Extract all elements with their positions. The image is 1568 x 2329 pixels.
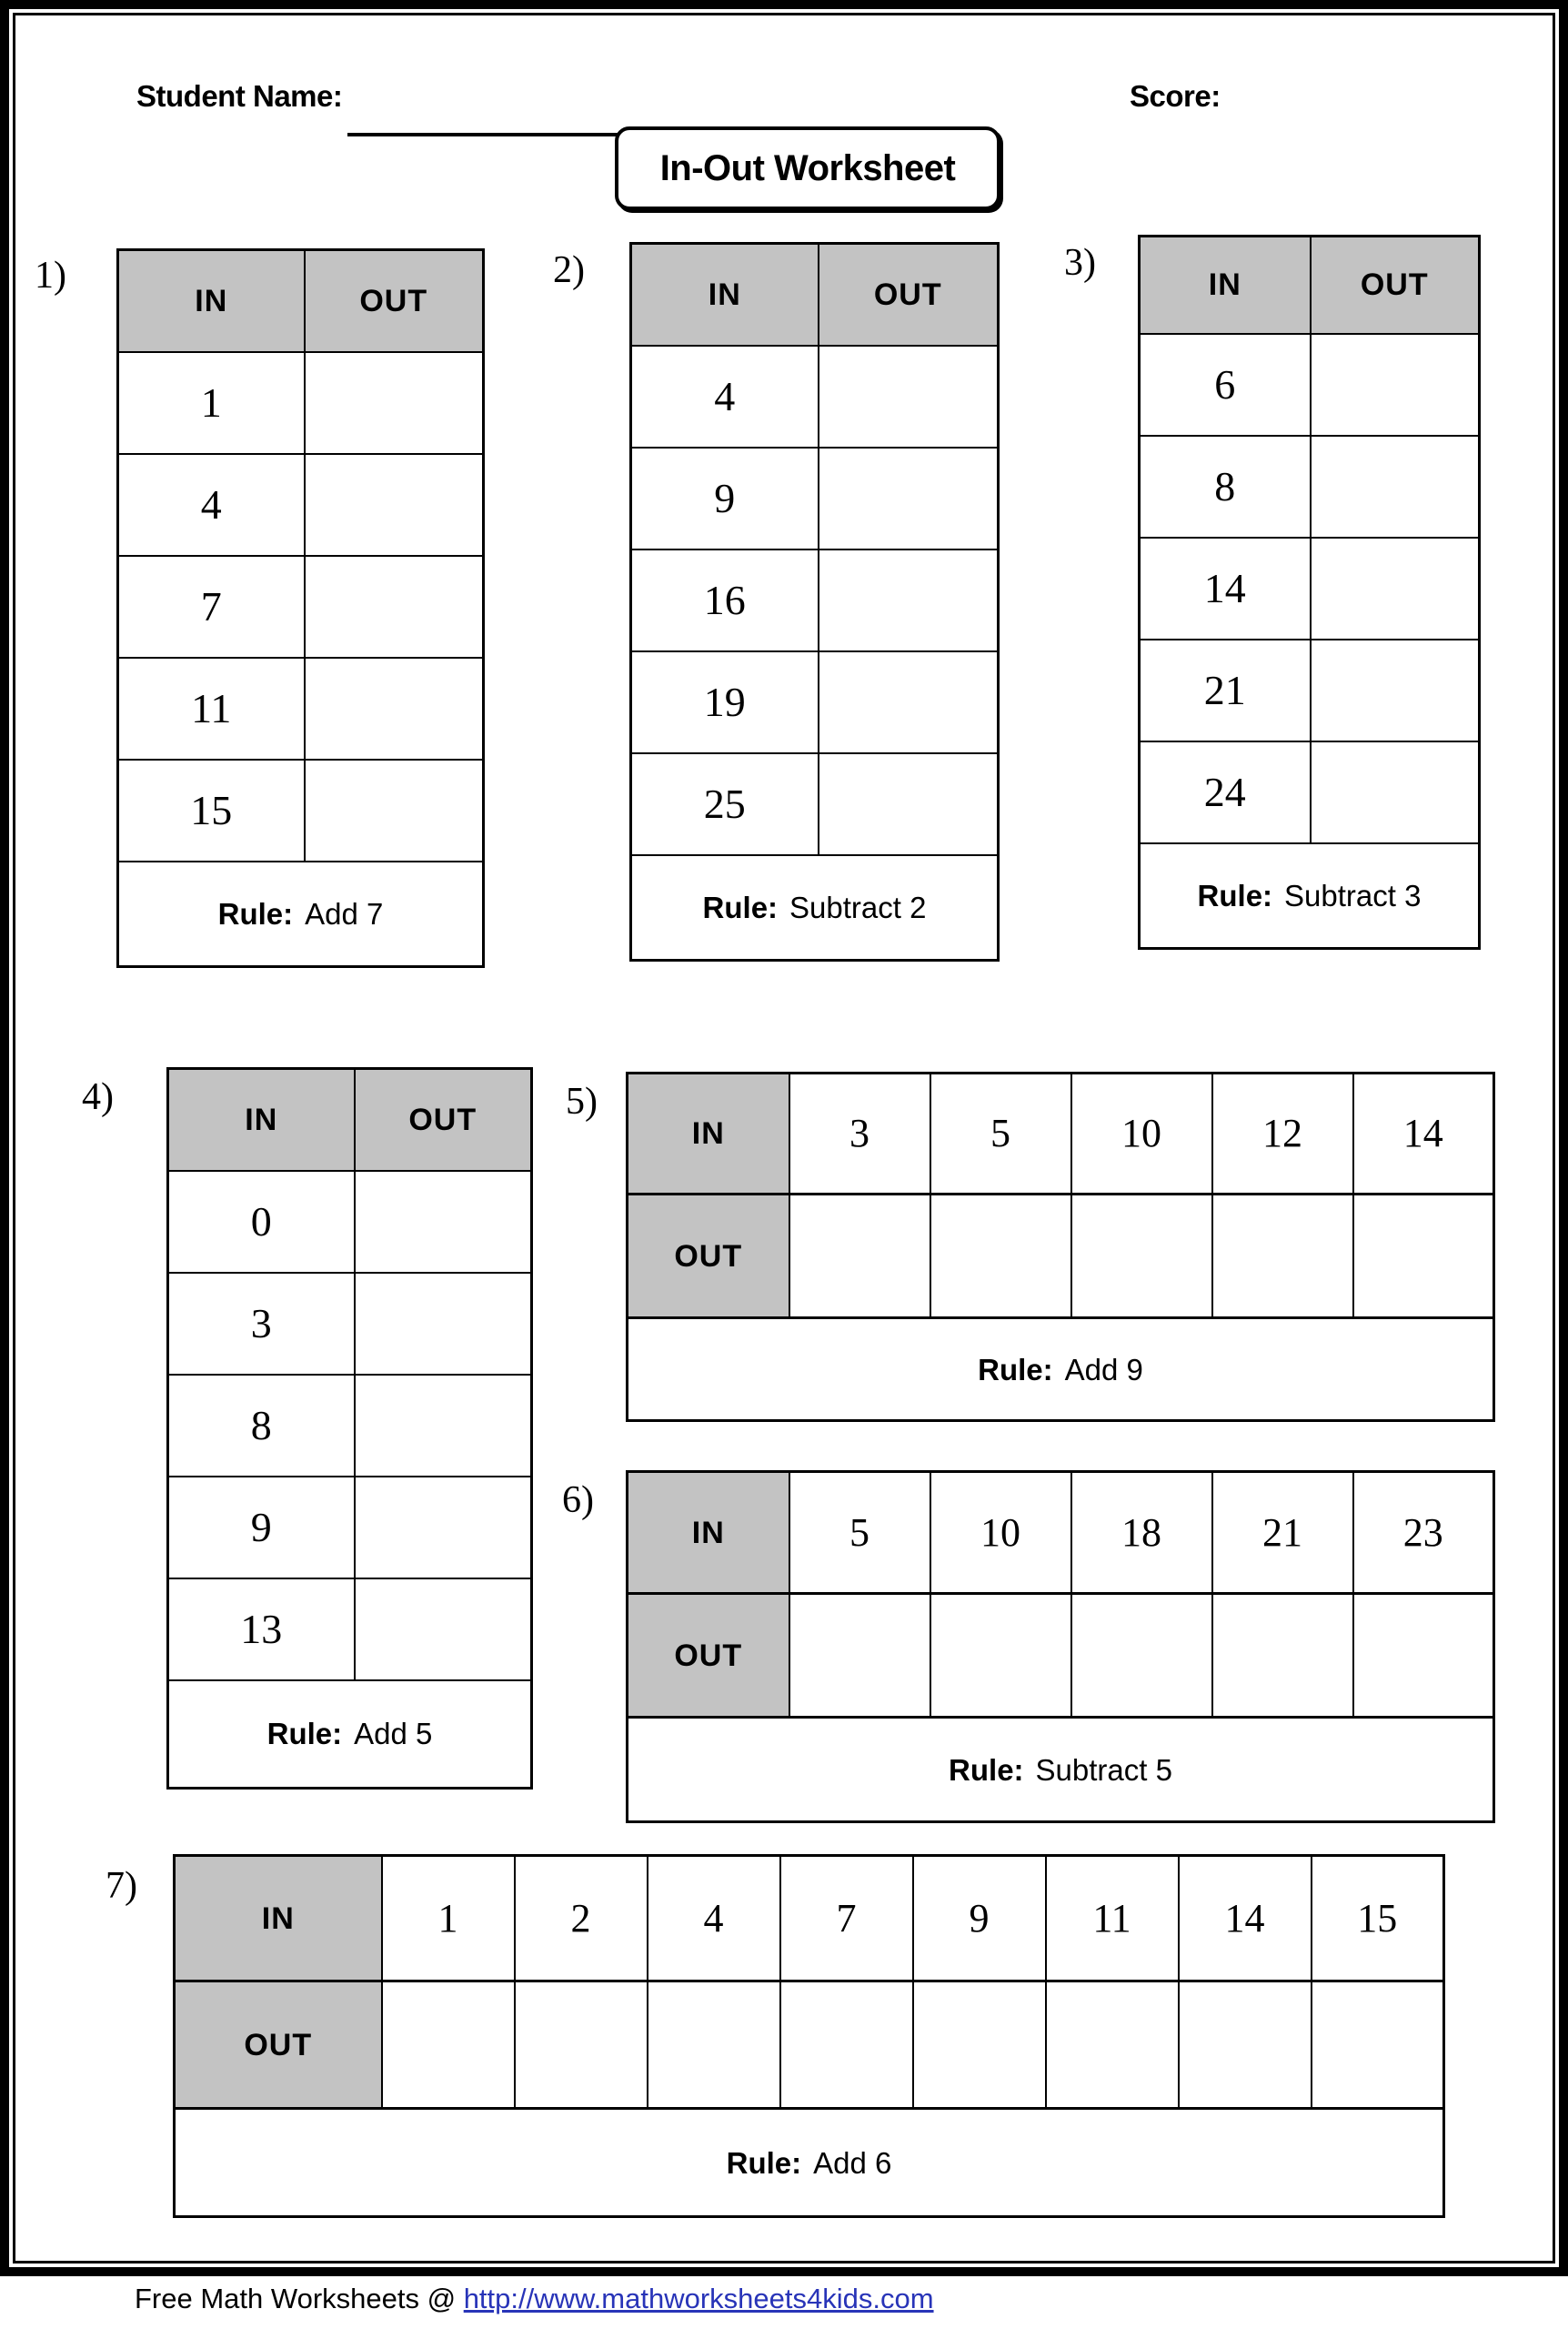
in-out-table <box>629 242 1000 962</box>
out-row <box>628 1594 1494 1718</box>
rule-text: Subtract 2 <box>789 890 927 924</box>
in-out-table <box>1138 235 1481 950</box>
out-answer-cell[interactable] <box>1311 741 1480 843</box>
problem-number: 1) <box>35 255 66 297</box>
in-value-cell: 4 <box>648 1856 780 1981</box>
out-answer-cell[interactable] <box>382 1981 515 2109</box>
out-row <box>175 1981 1444 2109</box>
in-value-cell: 4 <box>631 346 819 448</box>
out-answer-cell[interactable] <box>355 1578 532 1680</box>
header-row <box>168 1069 532 1171</box>
table-row <box>118 658 484 760</box>
out-answer-cell[interactable] <box>789 1594 930 1718</box>
out-header-cell: OUT <box>305 250 484 352</box>
out-answer-cell[interactable] <box>305 454 484 556</box>
problem-number: 3) <box>1064 242 1096 284</box>
in-value-cell: 10 <box>1071 1074 1212 1195</box>
in-row <box>628 1074 1494 1195</box>
in-header-cell: IN <box>175 1856 382 1981</box>
out-answer-cell[interactable] <box>305 760 484 862</box>
worksheet-title-box <box>615 126 1000 210</box>
table-row <box>168 1171 532 1273</box>
in-value-cell: 3 <box>789 1074 930 1195</box>
out-answer-cell[interactable] <box>355 1375 532 1477</box>
rule-cell <box>631 855 999 961</box>
rule-row <box>175 2109 1444 2217</box>
in-header-cell: IN <box>118 250 305 352</box>
table-row <box>118 760 484 862</box>
out-answer-cell[interactable] <box>1071 1195 1212 1318</box>
rule-cell <box>1140 843 1480 949</box>
table-row <box>631 448 999 549</box>
in-value-cell: 1 <box>118 352 305 454</box>
table-row <box>1140 436 1480 538</box>
out-answer-cell[interactable] <box>789 1195 930 1318</box>
in-header-cell: IN <box>168 1069 355 1171</box>
in-value-cell: 14 <box>1179 1856 1312 1981</box>
table-row <box>631 346 999 448</box>
in-value-cell: 14 <box>1140 538 1311 640</box>
table-row <box>118 352 484 454</box>
in-value-cell: 6 <box>1140 334 1311 436</box>
in-out-table <box>166 1067 533 1790</box>
out-answer-cell[interactable] <box>913 1981 1046 2109</box>
out-header-cell: OUT <box>1311 237 1480 334</box>
table-row <box>631 549 999 651</box>
problem-number: 2) <box>553 249 585 291</box>
in-row <box>175 1856 1444 1981</box>
in-value-cell: 0 <box>168 1171 355 1273</box>
in-value-cell: 21 <box>1140 640 1311 741</box>
in-value-cell: 2 <box>515 1856 648 1981</box>
in-value-cell: 10 <box>930 1472 1071 1594</box>
out-answer-cell[interactable] <box>648 1981 780 2109</box>
in-value-cell: 19 <box>631 651 819 753</box>
table-row <box>118 454 484 556</box>
rule-label: Rule: <box>726 2145 802 2180</box>
out-answer-cell[interactable] <box>1311 436 1480 538</box>
out-answer-cell[interactable] <box>819 346 999 448</box>
out-answer-cell[interactable] <box>1353 1594 1494 1718</box>
out-answer-cell[interactable] <box>305 352 484 454</box>
header-row <box>118 250 484 352</box>
in-value-cell: 5 <box>789 1472 930 1594</box>
table-row <box>631 651 999 753</box>
in-value-cell: 5 <box>930 1074 1071 1195</box>
rule-text: Add 5 <box>354 1717 433 1750</box>
in-value-cell: 13 <box>168 1578 355 1680</box>
out-answer-cell[interactable] <box>515 1981 648 2109</box>
out-answer-cell[interactable] <box>930 1594 1071 1718</box>
in-value-cell: 3 <box>168 1273 355 1375</box>
in-value-cell: 16 <box>631 549 819 651</box>
out-answer-cell[interactable] <box>1353 1195 1494 1318</box>
rule-cell <box>628 1318 1494 1421</box>
rule-text: Subtract 3 <box>1284 878 1422 912</box>
in-header-cell: IN <box>1140 237 1311 334</box>
table-row <box>168 1578 532 1680</box>
rule-row <box>631 855 999 961</box>
rule-label: Rule: <box>702 890 779 924</box>
out-answer-cell[interactable] <box>1179 1981 1312 2109</box>
in-value-cell: 9 <box>631 448 819 549</box>
problem-number: 4) <box>82 1076 114 1118</box>
table-row <box>1140 741 1480 843</box>
out-header-cell: OUT <box>355 1069 532 1171</box>
out-answer-cell[interactable] <box>819 651 999 753</box>
in-value-cell: 24 <box>1140 741 1311 843</box>
rule-text: Subtract 5 <box>1035 1752 1172 1787</box>
in-value-cell: 7 <box>780 1856 913 1981</box>
out-answer-cell[interactable] <box>1212 1195 1353 1318</box>
header-row <box>631 244 999 346</box>
in-value-cell: 7 <box>118 556 305 658</box>
in-value-cell: 21 <box>1212 1472 1353 1594</box>
rule-cell <box>168 1680 532 1789</box>
rule-cell <box>628 1718 1494 1822</box>
rule-row <box>628 1318 1494 1421</box>
in-value-cell: 9 <box>168 1477 355 1578</box>
score-label: Score: <box>1130 79 1221 113</box>
in-header-cell: IN <box>628 1472 789 1594</box>
rule-label: Rule: <box>266 1717 343 1750</box>
out-answer-cell[interactable] <box>1312 1981 1444 2109</box>
in-value-cell: 23 <box>1353 1472 1494 1594</box>
in-value-cell: 15 <box>118 760 305 862</box>
rule-text: Add 9 <box>1064 1352 1143 1386</box>
out-answer-cell[interactable] <box>819 549 999 651</box>
in-value-cell: 25 <box>631 753 819 855</box>
in-value-cell: 8 <box>1140 436 1311 538</box>
out-answer-cell[interactable] <box>1046 1981 1179 2109</box>
out-row <box>628 1195 1494 1318</box>
out-answer-cell[interactable] <box>819 753 999 855</box>
table-row <box>631 753 999 855</box>
in-row <box>628 1472 1494 1594</box>
footer <box>135 2282 934 2315</box>
out-answer-cell[interactable] <box>355 1273 532 1375</box>
in-value-cell: 9 <box>913 1856 1046 1981</box>
rule-label: Rule: <box>978 1352 1053 1386</box>
out-answer-cell[interactable] <box>305 658 484 760</box>
rule-label: Rule: <box>217 896 294 931</box>
rule-row <box>168 1680 532 1789</box>
in-value-cell: 4 <box>118 454 305 556</box>
in-out-table <box>626 1470 1495 1823</box>
out-answer-cell[interactable] <box>780 1981 913 2109</box>
rule-text: Add 6 <box>813 2145 892 2180</box>
out-answer-cell[interactable] <box>305 556 484 658</box>
rule-cell <box>175 2109 1444 2217</box>
footer-link[interactable]: http://www.mathworksheets4kids.com <box>463 2283 934 2314</box>
table-row <box>168 1375 532 1477</box>
out-answer-cell[interactable] <box>819 448 999 549</box>
table-row <box>168 1273 532 1375</box>
in-value-cell: 1 <box>382 1856 515 1981</box>
header-row <box>1140 237 1480 334</box>
rule-row <box>118 862 484 967</box>
in-out-table <box>173 1854 1445 2218</box>
out-answer-cell[interactable] <box>930 1195 1071 1318</box>
out-header-cell: OUT <box>175 1981 382 2109</box>
rule-label: Rule: <box>1197 878 1273 912</box>
rule-row <box>1140 843 1480 949</box>
rule-text: Add 7 <box>305 896 384 931</box>
out-answer-cell[interactable] <box>1212 1594 1353 1718</box>
table-row <box>1140 538 1480 640</box>
worksheet-title: In-Out Worksheet <box>659 148 956 188</box>
out-answer-cell[interactable] <box>1311 640 1480 741</box>
in-out-table <box>626 1072 1495 1422</box>
in-out-table <box>116 248 485 968</box>
in-value-cell: 8 <box>168 1375 355 1477</box>
table-row <box>118 556 484 658</box>
in-value-cell: 11 <box>118 658 305 760</box>
in-value-cell: 15 <box>1312 1856 1444 1981</box>
out-header-cell: OUT <box>628 1195 789 1318</box>
student-name-label: Student Name: <box>136 79 343 113</box>
rule-cell <box>118 862 484 967</box>
out-answer-cell[interactable] <box>1311 538 1480 640</box>
problem-number: 6) <box>562 1479 594 1521</box>
out-header-cell: OUT <box>819 244 999 346</box>
out-answer-cell[interactable] <box>355 1477 532 1578</box>
in-value-cell: 18 <box>1071 1472 1212 1594</box>
footer-text: Free Math Worksheets @ <box>135 2283 464 2314</box>
rule-row <box>628 1718 1494 1822</box>
in-header-cell: IN <box>631 244 819 346</box>
rule-label: Rule: <box>949 1752 1024 1787</box>
table-row <box>1140 640 1480 741</box>
out-answer-cell[interactable] <box>1071 1594 1212 1718</box>
problem-number: 5) <box>566 1081 598 1123</box>
in-value-cell: 14 <box>1353 1074 1494 1195</box>
in-value-cell: 11 <box>1046 1856 1179 1981</box>
in-value-cell: 12 <box>1212 1074 1353 1195</box>
out-header-cell: OUT <box>628 1594 789 1718</box>
problem-number: 7) <box>106 1865 137 1907</box>
out-answer-cell[interactable] <box>355 1171 532 1273</box>
table-row <box>1140 334 1480 436</box>
table-row <box>168 1477 532 1578</box>
in-header-cell: IN <box>628 1074 789 1195</box>
out-answer-cell[interactable] <box>1311 334 1480 436</box>
